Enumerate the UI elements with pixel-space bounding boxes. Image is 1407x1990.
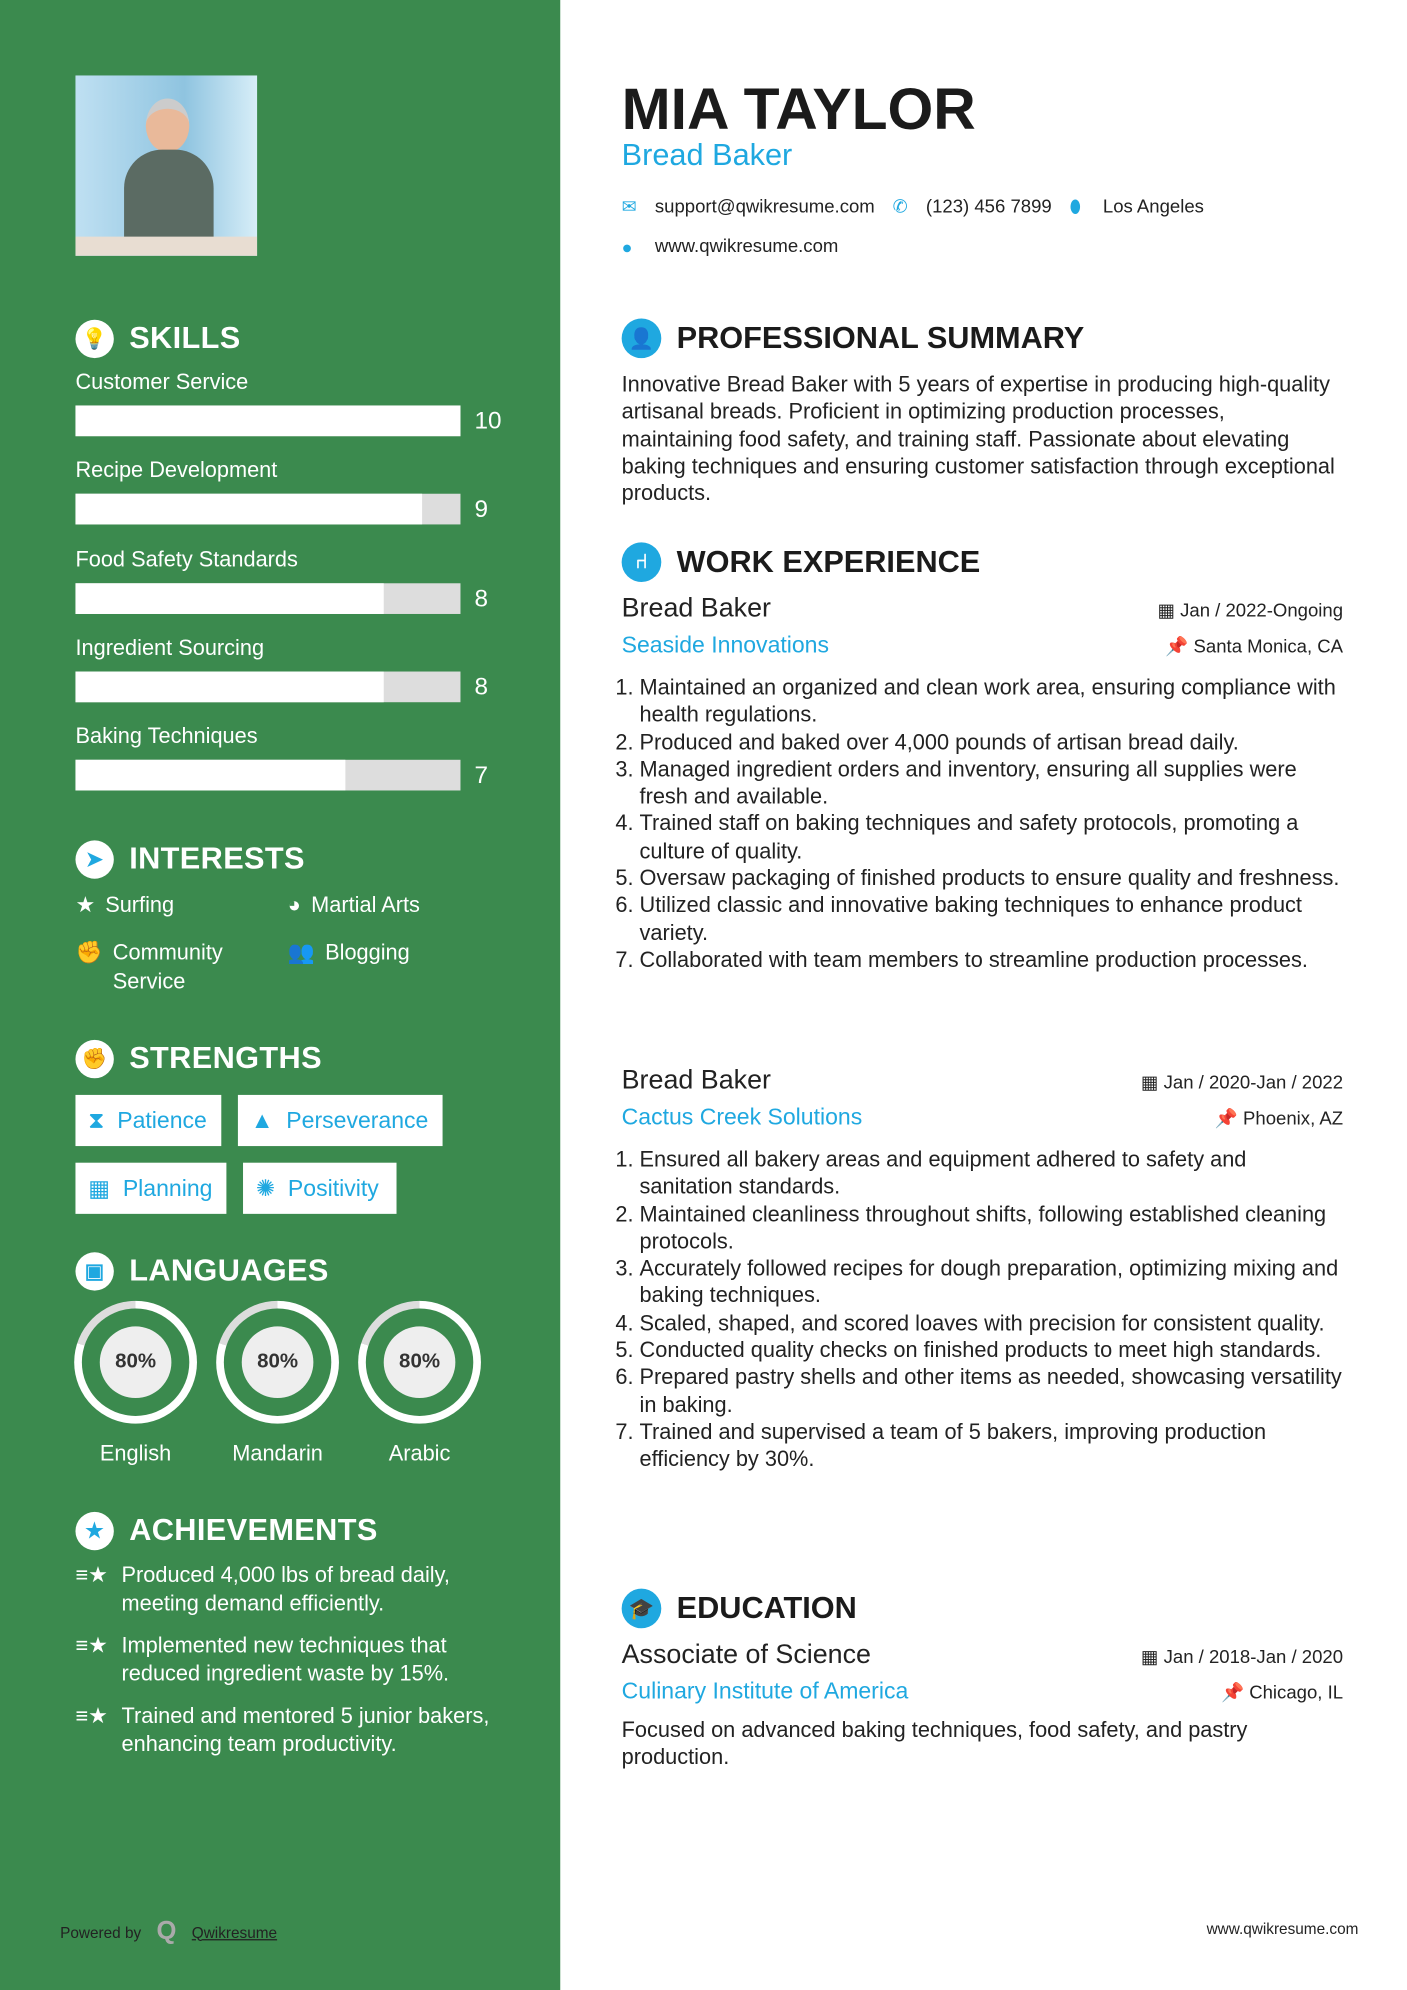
company: Cactus Creek Solutions (621, 1103, 863, 1130)
language-label: Mandarin (232, 1441, 323, 1466)
skill-label: Baking Techniques (75, 724, 258, 749)
language-item (216, 1301, 339, 1467)
job-bullet: 3. Accurately followed recipes for dough preparation, optimizing mixing and baking techniques. (640, 1255, 1344, 1309)
achievements-title: ACHIEVEMENTS (129, 1513, 378, 1548)
education-location (1221, 1682, 1343, 1704)
skill-value: 10 (474, 408, 502, 435)
fist-icon: ✊ (75, 940, 103, 965)
strength-label: Positivity (287, 1174, 379, 1201)
job-location (1165, 636, 1343, 658)
location-text: Santa Monica, CA (1193, 636, 1344, 658)
skill-item (75, 458, 489, 525)
website[interactable]: www.qwikresume.com (654, 236, 839, 258)
strength-label: Patience (117, 1107, 207, 1133)
skill-value: 8 (474, 585, 489, 613)
experience-title: WORK EXPERIENCE (676, 544, 981, 579)
sun-icon: ✺ (255, 1174, 276, 1201)
dates-text: Jan / 2018-Jan / 2020 (1163, 1647, 1344, 1668)
skill-label: Ingredient Sourcing (75, 635, 265, 660)
interest-item (75, 890, 174, 919)
interest-item (75, 938, 254, 997)
skill-label: Recipe Development (75, 458, 278, 483)
skills-heading (75, 320, 240, 358)
calendar-icon: ▦ (1140, 1073, 1164, 1094)
pin-icon: 📌 (1214, 1108, 1238, 1130)
skill-item (75, 369, 502, 437)
achievement-text: Produced 4,000 lbs of bread daily, meeting demand efficiently. (121, 1563, 450, 1616)
language-card-icon: ▣ (75, 1252, 113, 1290)
language-ring (358, 1301, 481, 1424)
languages-heading (75, 1252, 328, 1290)
star-badge-icon: ★ (75, 1512, 113, 1550)
skill-bar (75, 671, 460, 702)
job-bullets (622, 1146, 1343, 1473)
user-icon: 👤 (622, 318, 662, 358)
summary-text: Innovative Bread Baker with 5 years of expertise in producing high-quality artisanal breads. Proficient in optimizing production processes, maintaining food safety, and training staff. Passionate about elevating baking techniques and ensuring customer satisfaction through exceptional products. (621, 372, 1335, 506)
achievement-text: Implemented new techniques that reduced ingredient waste by 15%. (121, 1633, 450, 1686)
location: Los Angeles (1102, 196, 1204, 217)
language-percent: 80% (384, 1326, 456, 1398)
interests-title: INTERESTS (129, 841, 305, 877)
job-title: Bread Baker (621, 138, 793, 173)
achievements-heading (75, 1512, 377, 1550)
candidate-name: MIA TAYLOR (621, 75, 976, 142)
job-dates (1157, 601, 1343, 621)
job-bullet: 4. Scaled, shaped, and scored loaves with precision for consistent quality. (640, 1310, 1344, 1337)
interest-label: Community Service (112, 940, 223, 994)
globe-icon: ● (621, 236, 633, 258)
achievement-item (75, 1632, 497, 1688)
star-icon: ≡★ (75, 1633, 108, 1658)
interest-item (288, 938, 410, 967)
footer-website[interactable]: www.qwikresume.com (1206, 1919, 1359, 1938)
language-percent: 80% (242, 1326, 314, 1398)
skill-bar-fill (75, 494, 421, 525)
contact-row (622, 196, 1204, 218)
achievement-text: Trained and mentored 5 junior bakers, enhancing team productivity. (121, 1703, 490, 1757)
interest-item (288, 890, 420, 919)
phone: (123) 456 7899 (925, 196, 1052, 217)
skill-bar-fill (75, 671, 383, 702)
skill-label: Food Safety Standards (75, 546, 298, 572)
calendar-icon: ▦ (1157, 601, 1181, 622)
job-bullet: 2. Maintained cleanliness throughout shifts, following established cleaning protocols. (640, 1201, 1344, 1255)
strength-badge (243, 1163, 396, 1214)
qwikresume-link[interactable]: Qwikresume (191, 1923, 278, 1942)
education-heading (622, 1589, 857, 1629)
experience-heading (622, 542, 981, 582)
star-icon: ≡★ (75, 1703, 108, 1729)
job-bullet: 7. Trained and supervised a team of 5 bakers, improving production efficiency by 30%. (640, 1418, 1344, 1472)
job-bullet: 6. Prepared pastry shells and other items as needed, showcasing versatility in baking. (640, 1364, 1344, 1418)
job-location (1215, 1108, 1343, 1130)
language-ring (216, 1301, 339, 1424)
job-entry (622, 1065, 1343, 1472)
paper-plane-icon: ➤ (75, 840, 113, 878)
skill-bar (75, 583, 460, 614)
language-label: Arabic (388, 1441, 451, 1466)
language-label: English (99, 1441, 172, 1466)
education-title: EDUCATION (676, 1590, 857, 1626)
strength-label: Planning (122, 1174, 213, 1201)
dates-text: Jan / 2022-Ongoing (1180, 601, 1344, 622)
company: Seaside Innovations (621, 631, 830, 658)
skill-item (75, 546, 489, 614)
education-entry (622, 1640, 1343, 1771)
powered-by-label: Powered by (60, 1923, 142, 1942)
summary-heading (622, 318, 1085, 358)
star-icon: ★ (75, 892, 95, 918)
job-bullet: 4. Trained staff on baking techniques and safety protocols, promoting a culture of quality. (640, 810, 1344, 864)
strength-label: Perseverance (286, 1107, 429, 1133)
job-bullet: 1. Maintained an organized and clean work area, ensuring compliance with health regulations. (640, 674, 1344, 728)
users-icon: 👥 (287, 940, 315, 965)
job-title: Bread Baker (621, 593, 771, 623)
languages-title: LANGUAGES (129, 1253, 329, 1289)
lightbulb-icon: 💡 (75, 320, 113, 358)
skill-bar (75, 494, 460, 525)
strengths-title: STRENGTHS (129, 1041, 322, 1076)
hourglass-icon: ⧗ (88, 1107, 105, 1133)
job-bullet: 7. Collaborated with team members to streamline production processes. (640, 946, 1344, 973)
job-bullets (622, 674, 1343, 974)
pin-icon: 📌 (1220, 1683, 1245, 1704)
skill-item (75, 724, 489, 791)
skills-title: SKILLS (129, 321, 241, 356)
skill-bar (75, 405, 460, 436)
job-title: Bread Baker (621, 1065, 771, 1095)
phone-icon: ✆ (892, 195, 908, 217)
job-bullet: 3. Managed ingredient orders and inventory, ensuring all supplies were fresh and available. (640, 756, 1344, 810)
job-bullet: 5. Conducted quality checks on finished products to meet high standards. (640, 1337, 1344, 1364)
job-bullet: 5. Oversaw packaging of finished products to ensure quality and freshness. (640, 865, 1344, 892)
language-item (74, 1301, 197, 1467)
globe-icon: ◕ (287, 892, 301, 918)
achievement-item (75, 1702, 497, 1758)
envelope-icon: ✉ (621, 195, 637, 217)
chair-icon: ⑁ (622, 542, 662, 582)
email[interactable]: support@qwikresume.com (654, 196, 875, 217)
qwikresume-logo-icon: Q (156, 1917, 177, 1946)
interest-label: Martial Arts (311, 892, 420, 918)
graduation-icon: 🎓 (622, 1589, 662, 1629)
skill-item (75, 635, 489, 703)
degree: Associate of Science (621, 1639, 871, 1670)
skill-value: 8 (474, 673, 489, 701)
education-text: Focused on advanced baking techniques, food safety, and pastry production. (621, 1717, 1248, 1770)
calendar-icon: ▦ (1140, 1647, 1164, 1668)
location-text: Phoenix, AZ (1243, 1108, 1344, 1130)
interest-label: Surfing (105, 892, 175, 918)
language-item (358, 1301, 481, 1467)
powered-by (60, 1917, 277, 1946)
location-text: Chicago, IL (1249, 1683, 1344, 1704)
skill-label: Customer Service (75, 369, 249, 394)
map-marker-icon: ⬮ (1069, 195, 1081, 217)
strength-badge (75, 1095, 221, 1146)
education-dates (1141, 1647, 1343, 1667)
job-bullet: 2. Produced and baked over 4,000 pounds of artisan bread daily. (640, 729, 1344, 756)
profile-photo (75, 75, 257, 255)
skill-bar-fill (75, 583, 383, 614)
strengths-heading (75, 1040, 322, 1078)
language-ring (74, 1301, 197, 1424)
language-percent: 80% (100, 1326, 172, 1398)
interests-heading (75, 840, 304, 878)
skill-bar-fill (75, 405, 460, 436)
summary-title: PROFESSIONAL SUMMARY (676, 320, 1085, 355)
job-entry (622, 594, 1343, 974)
interest-label: Blogging (325, 940, 410, 965)
pin-icon: 📌 (1165, 636, 1189, 658)
languages-list (74, 1301, 481, 1467)
strength-badge (75, 1163, 226, 1214)
calendar-icon: ▦ (88, 1174, 111, 1201)
sidebar (0, 0, 560, 1990)
job-bullet: 6. Utilized classic and innovative baking techniques to enhance product variety. (640, 892, 1344, 946)
job-dates (1141, 1073, 1343, 1093)
strength-badge (238, 1095, 443, 1146)
skill-bar-fill (75, 760, 344, 791)
school: Culinary Institute of America (621, 1678, 909, 1704)
achievement-item (75, 1562, 497, 1618)
job-bullet: 1. Ensured all bakery areas and equipment adhered to safety and sanitation standards. (640, 1146, 1344, 1200)
dates-text: Jan / 2020-Jan / 2022 (1163, 1073, 1344, 1094)
skill-value: 7 (474, 762, 489, 790)
fist-icon: ✊ (75, 1040, 113, 1078)
skill-bar (75, 760, 460, 791)
road-icon: ▲ (250, 1107, 274, 1133)
star-icon: ≡★ (75, 1563, 108, 1588)
achievements-list (75, 1562, 497, 1759)
website-row (622, 237, 839, 257)
skill-value: 9 (474, 496, 489, 524)
